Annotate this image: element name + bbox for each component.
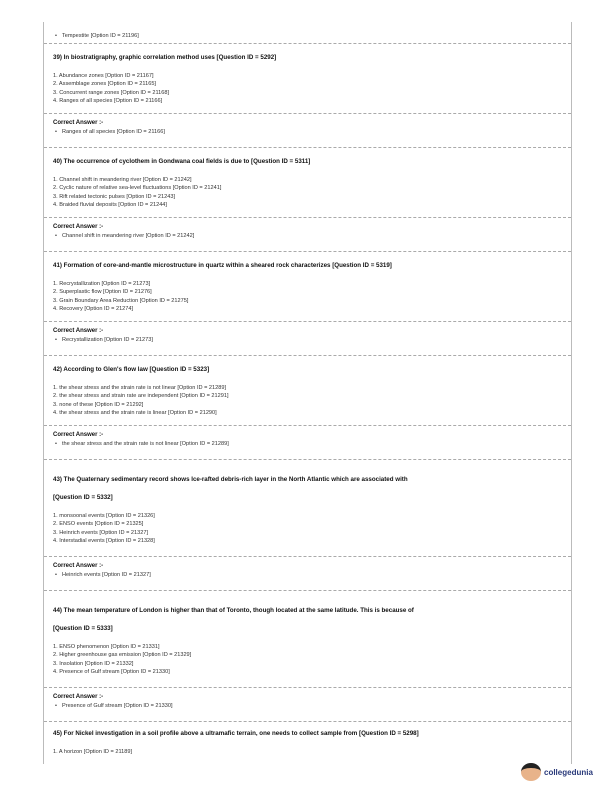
option-item: 1. monsoonal events [Option ID = 21326] (53, 513, 155, 519)
option-item: 1. the shear stress and the strain rate is not linear [Option ID = 21289] (53, 385, 227, 391)
option-item: 2. Assemblage zones [Option ID = 21165] (53, 81, 156, 88)
correct-answer-section (44, 114, 571, 148)
options-list (53, 643, 571, 676)
correct-answer: • Channel shift in meandering river [Option ID = 21242] (53, 231, 571, 241)
options-list (53, 384, 571, 417)
mascot-icon (521, 763, 541, 781)
question-45 (44, 722, 571, 792)
question-id: [Question ID = 5332] (53, 494, 113, 501)
correct-answer-section (44, 218, 571, 252)
question-41 (44, 252, 571, 322)
option-item: 2. the shear stress and strain rate are independent [Option ID = 21291] (53, 393, 229, 400)
option-item: 3. none of these [Option ID = 21292] (53, 401, 144, 408)
option-item: 4. the shear stress and the strain rate is linear [Option ID = 21290] (53, 409, 217, 416)
options-list (53, 748, 571, 756)
question-title: 39) In biostratigraphy, graphic correlation method uses [Question ID = 5292] (53, 54, 277, 61)
option-item: 4. Interstadial events [Option ID = 21328] (53, 537, 155, 544)
correct-answer-label: Correct Answer :- (53, 432, 104, 438)
correct-answer: • Ranges of all species [Option ID = 21166] (53, 127, 571, 137)
correct-answer-label: Correct Answer :- (53, 224, 104, 230)
question-44 (44, 591, 571, 688)
options-list (53, 280, 571, 313)
option-item: 4. Recovery [Option ID = 21274] (53, 305, 134, 312)
question-id: [Question ID = 5333] (53, 625, 113, 632)
option-item: 3. Heinrich events [Option ID = 21327] (53, 529, 148, 536)
option-item: 4. Presence of Gulf stream [Option ID = 21330] (53, 668, 170, 675)
option-item: 1. A horizon [Option ID = 21189] (53, 749, 133, 755)
option-item: 3. Concurrent range zones [Option ID = 21168] (53, 89, 170, 96)
question-title: 42) According to Glen's flow law [Question ID = 5323] (53, 366, 210, 373)
correct-answer-section (44, 557, 571, 591)
correct-answer-section (44, 688, 571, 722)
option-item: 2. Higher greenhouse gas emission [Option ID = 21329] (53, 652, 192, 659)
question-title: 45) For Nickel investigation in a soil profile above a ultramafic terrain, one needs to collect sample from [Question ID = 5298] (53, 730, 419, 737)
correct-answer-section (44, 426, 571, 460)
question-title: 41) Formation of core-and-mantle microstructure in quartz within a sheared rock characterizes [Question ID = 5319] (53, 262, 392, 269)
option-item: 2. Cyclic nature of relative sea-level fluctuations [Option ID = 21241] (53, 185, 222, 192)
correct-answer-label: Correct Answer :- (53, 328, 104, 334)
correct-answer-section (44, 322, 571, 356)
options-list (53, 512, 571, 545)
option-item: 4. Braided fluvial deposits [Option ID = 21244] (53, 201, 167, 208)
question-43 (44, 460, 571, 557)
collegedunia-logo (521, 763, 593, 781)
option-item: 2. ENSO events [Option ID = 21325] (53, 521, 144, 528)
option-item: 2. Superplastic flow [Option ID = 21276] (53, 289, 152, 296)
correct-answer: • Heinrich events [Option ID = 21327] (53, 570, 571, 580)
correct-answer-label: Correct Answer :- (53, 694, 104, 700)
options-list (53, 72, 571, 105)
answer-bullet: • Tempestite [Option ID = 21196] (53, 31, 571, 41)
carryover-answer-section (44, 22, 571, 44)
option-item: 1. Abundance zones [Option ID = 21167] (53, 73, 154, 79)
question-title: 43) The Quaternary sedimentary record shows Ice-rafted debris-rich layer in the North Atlantic which are associated with (53, 476, 408, 483)
correct-answer-label: Correct Answer :- (53, 563, 104, 569)
question-title: 40) The occurrence of cyclothem in Gondwana coal fields is due to [Question ID = 5311] (53, 158, 311, 165)
question-title: 44) The mean temperature of London is higher than that of Toronto, though located at the same latitude. This is because of (53, 607, 414, 614)
option-item: 3. Insolation [Option ID = 21332] (53, 660, 134, 667)
correct-answer: • the shear stress and the strain rate is not linear [Option ID = 21289] (53, 439, 571, 449)
document-page (43, 22, 572, 764)
options-list (53, 176, 571, 209)
option-item: 4. Ranges of all species [Option ID = 21166] (53, 97, 163, 104)
question-42 (44, 356, 571, 426)
option-item: 1. ENSO phenomenon [Option ID = 21331] (53, 644, 160, 650)
correct-answer: • Presence of Gulf stream [Option ID = 21330] (53, 701, 571, 711)
correct-answer-label: Correct Answer :- (53, 120, 104, 126)
option-item: 3. Grain Boundary Area Reduction [Option ID = 21275] (53, 297, 189, 304)
logo-text: collegedunia (544, 767, 593, 777)
question-39 (44, 44, 571, 114)
correct-answer: • Recrystallization [Option ID = 21273] (53, 335, 571, 345)
option-item: 1. Channel shift in meandering river [Option ID = 21242] (53, 177, 192, 183)
question-40 (44, 148, 571, 218)
option-item: 3. Rift related tectonic pulses [Option ID = 21243] (53, 193, 176, 200)
option-item: 1. Recrystallization [Option ID = 21273] (53, 281, 151, 287)
